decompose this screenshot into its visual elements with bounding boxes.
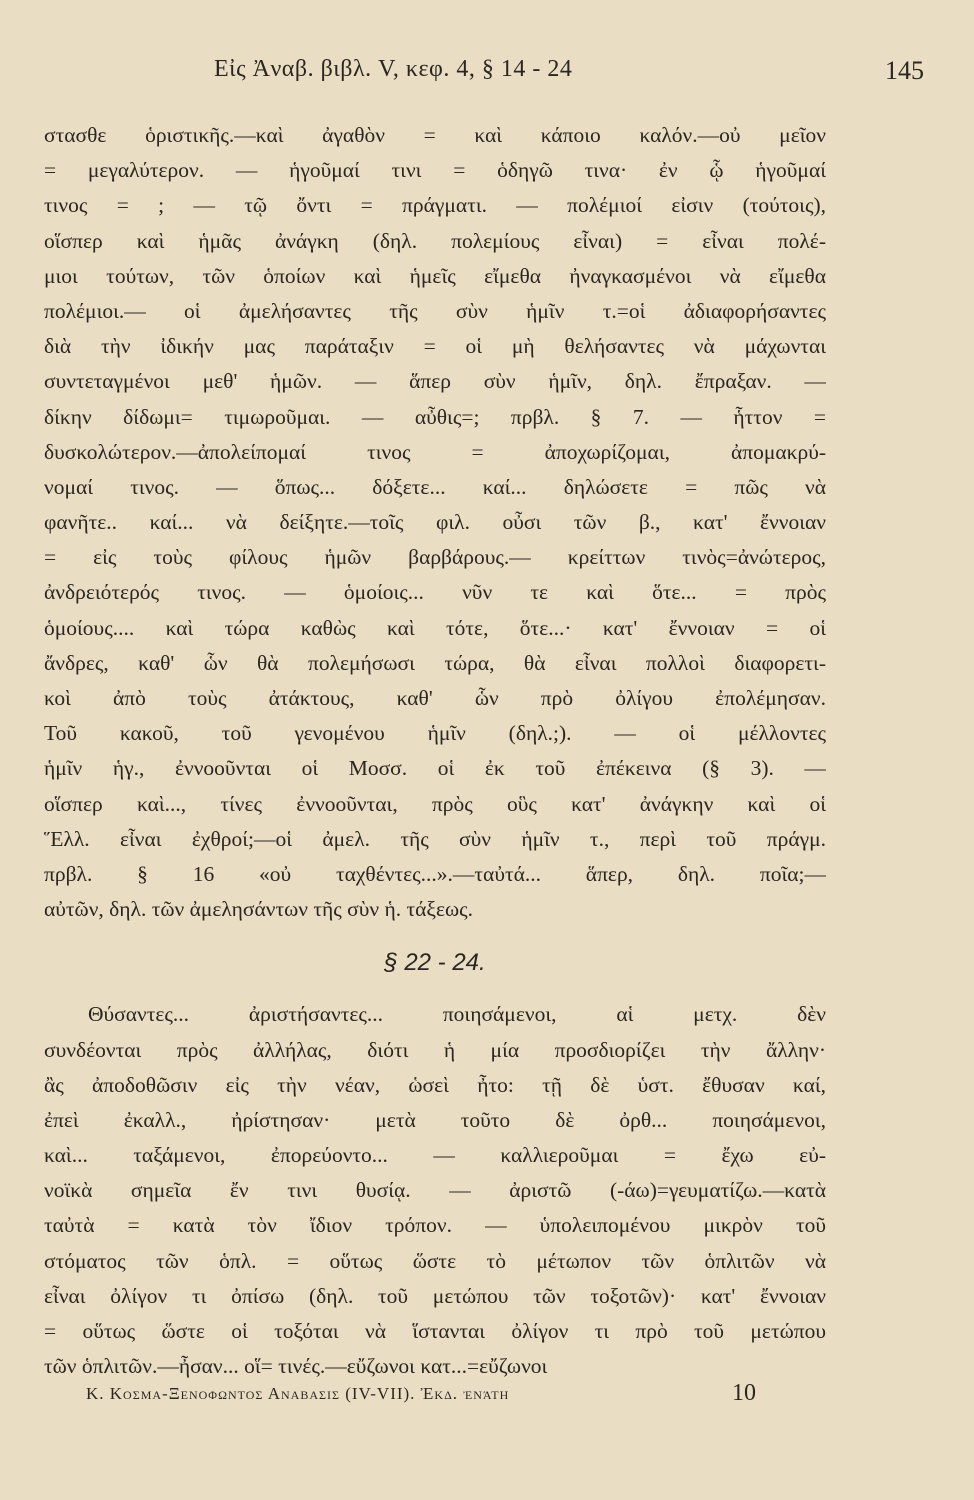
text-line — [44, 822, 826, 857]
text-line-content: πρβλ. § 16 «οὐ ταχθέντες...».—ταὐτά... ἅπερ, δηλ. ποῖα;— — [44, 861, 826, 886]
text-line — [44, 118, 826, 153]
text-line — [44, 1244, 826, 1279]
text-line-content: τῶν ὁπλιτῶν.—ἦσαν... οἵ= τινές.—εὔζωνοι κατ...=εὔζωνοι — [44, 1354, 548, 1379]
text-line-content: Ἕλλ. εἶναι ἐχθροί;—οἱ ἀμελ. τῆς σὺν ἡμῖν τ., περὶ τοῦ πράγμ. — [44, 826, 826, 851]
text-line — [44, 224, 826, 259]
text-line — [44, 364, 826, 399]
text-line — [44, 787, 826, 822]
text-line-content: = οὕτως ὥστε οἱ τοξόται νὰ ἵστανται ὀλίγον τι πρὸ τοῦ μετώπου — [44, 1319, 826, 1343]
text-line-content: στόματος τῶν ὁπλ. = οὕτως ὥστε τὸ μέτωπον τῶν ὁπλιτῶν νὰ — [44, 1248, 826, 1273]
text-line — [44, 1138, 826, 1173]
text-line — [44, 540, 826, 575]
text-line — [44, 1279, 826, 1314]
text-line-content: τινος = ; — τῷ ὄντι = πράγματι. — πολέμιοί εἰσιν (τούτοις), — [44, 193, 826, 218]
text-line-content: συνδέονται πρὸς ἀλλήλας, διότι ἡ μία προσδιορίζει τὴν ἄλλην· — [44, 1037, 826, 1062]
text-line — [44, 1208, 826, 1243]
text-line-content: οἵσπερ καὶ..., τίνες ἐννοοῦνται, πρὸς οὓς κατ' ἀνάγκην καὶ οἱ — [44, 791, 826, 816]
text-line-content: ἐπεὶ ἐκαλλ., ἠρίστησαν· μετὰ τοῦτο δὲ ὀρθ... ποιησάμενοι, — [44, 1107, 826, 1132]
page-footer — [86, 1380, 786, 1412]
text-line-content: = μεγαλύτερον. — ἡγοῦμαί τινι = ὁδηγῶ τινα· ἐν ᾧ ἡγοῦμαί — [44, 158, 826, 183]
text-line — [44, 575, 826, 610]
text-line — [44, 892, 826, 927]
text-line-content: στασθε ὁριστικῆς.—καὶ ἀγαθὸν = καὶ κάποιο καλόν.—οὐ μεῖον — [44, 123, 826, 147]
text-line-content: ὁμοίους.... καὶ τώρα καθὼς καὶ τότε, ὅτε...· κατ' ἔννοιαν = οἱ — [44, 615, 826, 640]
commentary-block-after — [44, 997, 826, 1384]
commentary-text — [44, 118, 826, 1384]
text-line-content: δυσκολώτερον.—ἀπολείπομαί τινος = ἀποχωρίζομαι, ἀπομακρύ- — [44, 439, 826, 464]
text-line-content: ἀνδρειότερός τινος. — ὁμοίοις... νῦν τε καὶ ὅτε... = πρὸς — [44, 580, 826, 605]
text-line-content: δίκην δίδωμι= τιμωροῦμαι. — αὖθις=; πρβλ. § 7. — ἧττον = — [44, 404, 826, 429]
text-line — [44, 1314, 826, 1349]
text-line-content: πολέμιοι.— οἱ ἀμελήσαντες τῆς σὺν ἡμῖν τ.=οἱ ἀδιαφορήσαντες — [44, 298, 826, 323]
text-line — [44, 470, 826, 505]
text-line-content: νομαί τινος. — ὅπως... δόξετε... καί... δηλώσετε = πῶς νὰ — [44, 474, 826, 499]
commentary-block-before — [44, 118, 826, 927]
text-line — [44, 294, 826, 329]
text-line — [44, 1173, 826, 1208]
text-line-content: νοϊκὰ σημεῖα ἔν τινι θυσίᾳ. — ἀριστῶ (-άω)=γευματίζω.—κατὰ — [44, 1178, 826, 1203]
text-line — [44, 646, 826, 681]
text-line — [44, 188, 826, 223]
text-line — [44, 997, 826, 1032]
text-line — [44, 505, 826, 540]
text-line-content: = εἰς τοὺς φίλους ἡμῶν βαρβάρους.— κρείττων τινὸς=ἀνώτερος, — [44, 545, 826, 570]
text-line-content: ἄνδρες, καθ' ὧν θὰ πολεμήσωσι τώρα, θὰ εἶναι πολλοὶ διαφορετι- — [44, 650, 826, 675]
text-line — [44, 1033, 826, 1068]
text-line-content: διὰ τὴν ἰδικήν μας παράταξιν = οἱ μὴ θελήσαντες νὰ μάχωνται — [44, 334, 826, 359]
section-heading: § 22 - 24. — [384, 949, 486, 977]
text-line-content: μιοι τούτων, τῶν ὁποίων καὶ ἡμεῖς εἴμεθα ἠναγκασμένοι νὰ εἴμεθα — [44, 263, 826, 288]
text-line-content: Θύσαντες... ἀριστήσαντες... ποιησάμενοι, αἱ μετχ. δὲν — [88, 1002, 826, 1027]
text-line — [44, 1068, 826, 1103]
text-line — [44, 681, 826, 716]
running-header — [44, 56, 924, 96]
text-line-content: ἂς ἀποδοθῶσιν εἰς τὴν νέαν, ὡσεὶ ἦτο: τῇ δὲ ὑστ. ἔθυσαν καί, — [44, 1072, 826, 1097]
text-line — [44, 329, 826, 364]
text-line-content: κοὶ ἀπὸ τοὺς ἀτάκτους, καθ' ὧν πρὸ ὀλίγου ἐπολέμησαν. — [44, 686, 826, 710]
text-line — [44, 716, 826, 751]
text-line — [44, 435, 826, 470]
text-line — [44, 751, 826, 786]
text-line-content: ἡμῖν ἡγ., ἐννοοῦνται οἱ Μοσσ. οἱ ἐκ τοῦ ἐπέκεινα (§ 3). — — [44, 756, 826, 781]
text-line-content: αὐτῶν, δηλ. τῶν ἀμελησάντων τῆς σὺν ἡ. τάξεως. — [44, 897, 474, 922]
text-line-content: εἶναι ὀλίγον τι ὀπίσω (δηλ. τοῦ μετώπου τῶν τοξοτῶν)· κατ' ἔννοιαν — [44, 1283, 826, 1308]
text-line-content: ταὐτὰ = κατὰ τὸν ἴδιον τρόπον. — ὑπολειπομένου μικρὸν τοῦ — [44, 1213, 826, 1238]
text-line — [44, 259, 826, 294]
text-line — [44, 857, 826, 892]
page-number: 145 — [885, 56, 924, 85]
text-line — [44, 153, 826, 188]
text-line — [44, 1103, 826, 1138]
running-title: Εἰς Ἀναβ. βιβλ. V, κεφ. 4, § 14 - 24 — [214, 56, 573, 82]
text-line — [44, 611, 826, 646]
text-line-content: φανῆτε.. καί... νὰ δείξητε.—τοῖς φιλ. οὖσι τῶν β., κατ' ἔννοιαν — [44, 510, 826, 535]
book-credit: Κ. Κοσμα-Ξενοφωντος Αναβασις (IV-VII). Ἐκδ. ἐνάτη — [86, 1384, 510, 1403]
text-line-content: οἵσπερ καὶ ἡμᾶς ἀνάγκη (δηλ. πολεμίους εἶναι) = εἶναι πολέ- — [44, 228, 826, 253]
text-line-content: καὶ... ταξάμενοι, ἐπορεύοντο... — καλλιεροῦμαι = ἔχω εὐ- — [44, 1143, 826, 1168]
text-line-content: συντεταγμένοι μεθ' ἡμῶν. — ἅπερ σὺν ἡμῖν, δηλ. ἔπραξαν. — — [44, 369, 826, 394]
signature-number: 10 — [732, 1380, 756, 1406]
text-line — [44, 400, 826, 435]
text-line-content: Τοῦ κακοῦ, τοῦ γενομένου ἡμῖν (δηλ.;). — οἱ μέλλοντες — [44, 721, 826, 746]
